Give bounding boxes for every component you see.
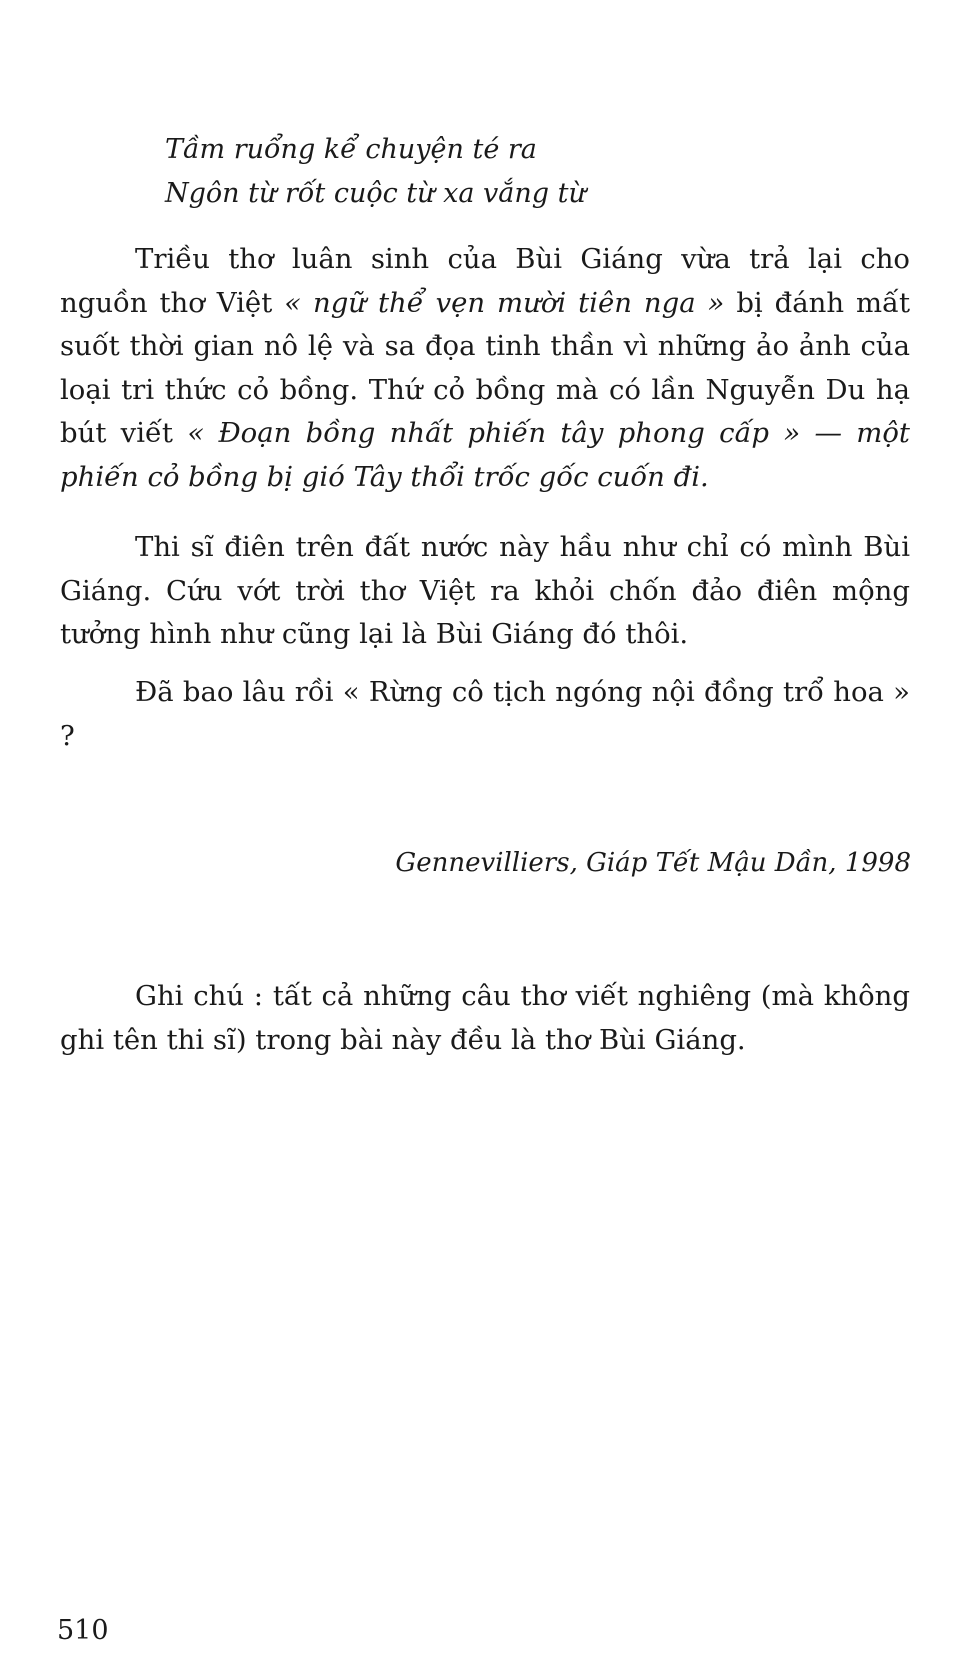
paragraph-2: [60, 526, 910, 657]
quote: « ngữ thể vẹn mười tiên nga »: [284, 286, 725, 319]
page-number: 510: [57, 1615, 109, 1646]
paragraph-1: [60, 238, 910, 499]
poem-line: Ngôn từ rốt cuộc từ xa vắng từ: [165, 178, 586, 209]
paragraph-text: Thi sĩ điên trên đất nước này hầu như chỉ có mình Bùi Giáng. Cứu vớt trời thơ Việt ra khỏi chốn đảo điên mộng tưởng hình như cũng lại là Bùi Giáng đó thôi.: [60, 531, 910, 650]
quote: « Đoạn bồng nhất phiến tây phong cấp » — một phiến cỏ bồng bị gió Tây thổi trốc gốc cuốn đi.: [60, 417, 910, 493]
paragraph-3: [60, 671, 910, 758]
signature-line: Gennevilliers, Giáp Tết Mậu Dần, 1998: [395, 848, 911, 878]
paragraph-text: bị đánh mất suốt thời gian nô lệ và sa đọa tinh thần vì những ảo ảnh của loại tri thức cỏ bồng. Thứ cỏ bồng mà có lần Nguyễn Du hạ bút viết: [60, 286, 910, 449]
footnote: [60, 975, 910, 1062]
paragraph-text: Đã bao lâu rồi « Rừng cô tịch ngóng nội đồng trổ hoa » ?: [60, 676, 910, 752]
note-text: Ghi chú : tất cả những câu thơ viết nghiêng (mà không ghi tên thi sĩ) trong bài này đều là thơ Bùi Giáng.: [60, 980, 910, 1056]
poem-line: Tầm ruổng kể chuyện té ra: [165, 134, 537, 165]
poem-excerpt: [165, 128, 586, 216]
paragraph-text: Triều thơ luân sinh của Bùi Giáng vừa trả lại cho nguồn thơ Việt: [60, 243, 910, 319]
